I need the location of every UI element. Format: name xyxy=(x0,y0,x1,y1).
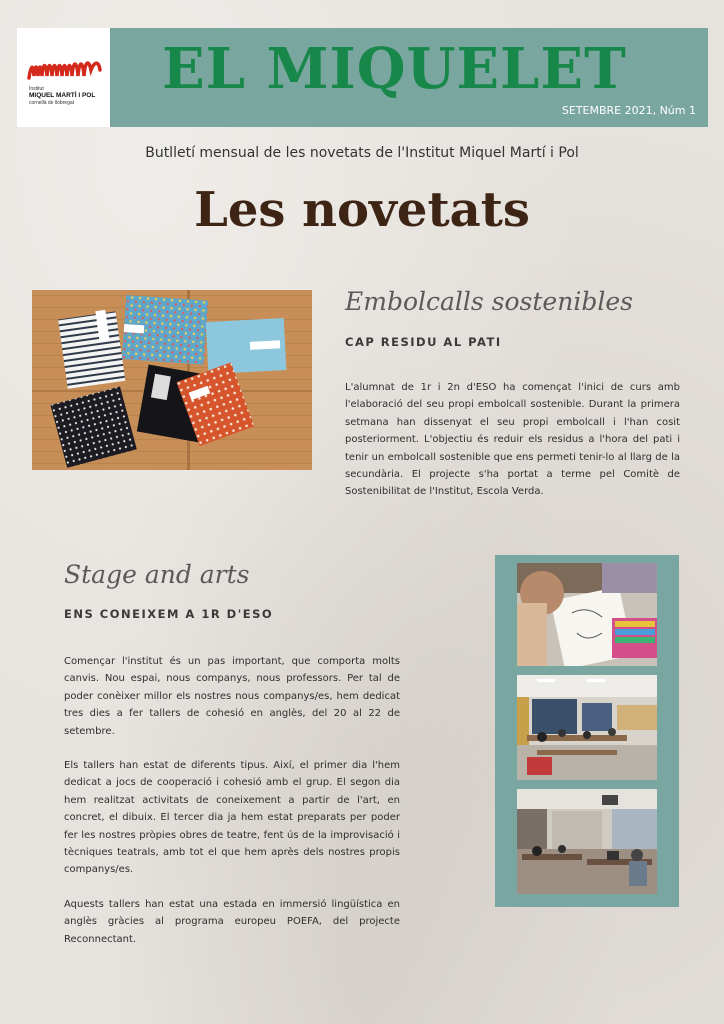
article2-body xyxy=(64,653,400,965)
newsletter-title: EL MIQUELET xyxy=(162,36,627,102)
photo-gallery-frame xyxy=(495,555,679,907)
article2-paragraph: Els tallers han estat de diferents tipus. Així, el primer dia l'hem dedicat a jocs de cooperació i cohesió amb el grup. El segon dia hem realitzat activitats de coneixement a partir de l'art, en concret, el dibuix. El tercer dia ja hem estat preparats per poder fer les nostres pròpies obres de teatre, fent ús de la improvisació i tècniques teatrals, amb tot el que hem après dels nostres propis companys/es. xyxy=(64,760,400,876)
issue-date: SETEMBRE 2021, Núm 1 xyxy=(561,104,696,117)
classroom-photo-1 xyxy=(517,675,657,780)
logo-line3: cornellà de llobregat xyxy=(29,100,75,106)
masthead-banner xyxy=(110,28,708,127)
article2-title: Stage and arts xyxy=(64,560,250,589)
article2-kicker: ENS CONEIXEM A 1R D'ESO xyxy=(64,607,274,621)
article2-paragraph: Començar l'institut és un pas important, que comporta molts canvis. Nou espai, nous companys, nous professors. Per tal de poder conèixer millor els nostres nous companys/es, hem dedicat tres dies a fer tallers de cohesió en anglès, del 20 al 22 de setembre. xyxy=(64,656,400,737)
school-logo xyxy=(17,28,110,127)
article1-body xyxy=(345,379,680,518)
page-title: Les novetats xyxy=(194,182,530,238)
article1-kicker: CAP RESIDU AL PATI xyxy=(345,335,502,349)
wraps-photo xyxy=(32,290,312,470)
article1-paragraph: L'alumnat de 1r i 2n d'ESO ha començat l'inici de curs amb l'elaboració del seu propi embolcall sostenible. Durant la primera setmana han dissenyat el seu propi embolcall i l'han cosit posteriorment. L'objectiu és reduir els residus a l'hora del pati i tenir un embolcall sostenible que ens permeti tenir-lo al llarg de la secundària. El projecte s'ha portat a terme pel Comitè de Sostenibilitat de l'Institut, Escola Verda. xyxy=(345,382,680,498)
drawing-photo xyxy=(517,563,657,666)
article1-title: Embolcalls sostenibles xyxy=(345,287,633,316)
classroom-photo-2 xyxy=(517,789,657,894)
logo-line1: Institut xyxy=(29,86,44,92)
newsletter-subtitle: Butlletí mensual de les novetats de l'Institut Miquel Martí i Pol xyxy=(145,145,579,161)
logo-line2: MIQUEL MARTÍ I POL xyxy=(29,92,96,99)
article2-paragraph: Aquests tallers han estat una estada en immersió lingüística en anglès gràcies al programa europeu POEFA, del projecte Reconnectant. xyxy=(64,898,400,945)
school-logo-mark-icon xyxy=(25,56,105,84)
